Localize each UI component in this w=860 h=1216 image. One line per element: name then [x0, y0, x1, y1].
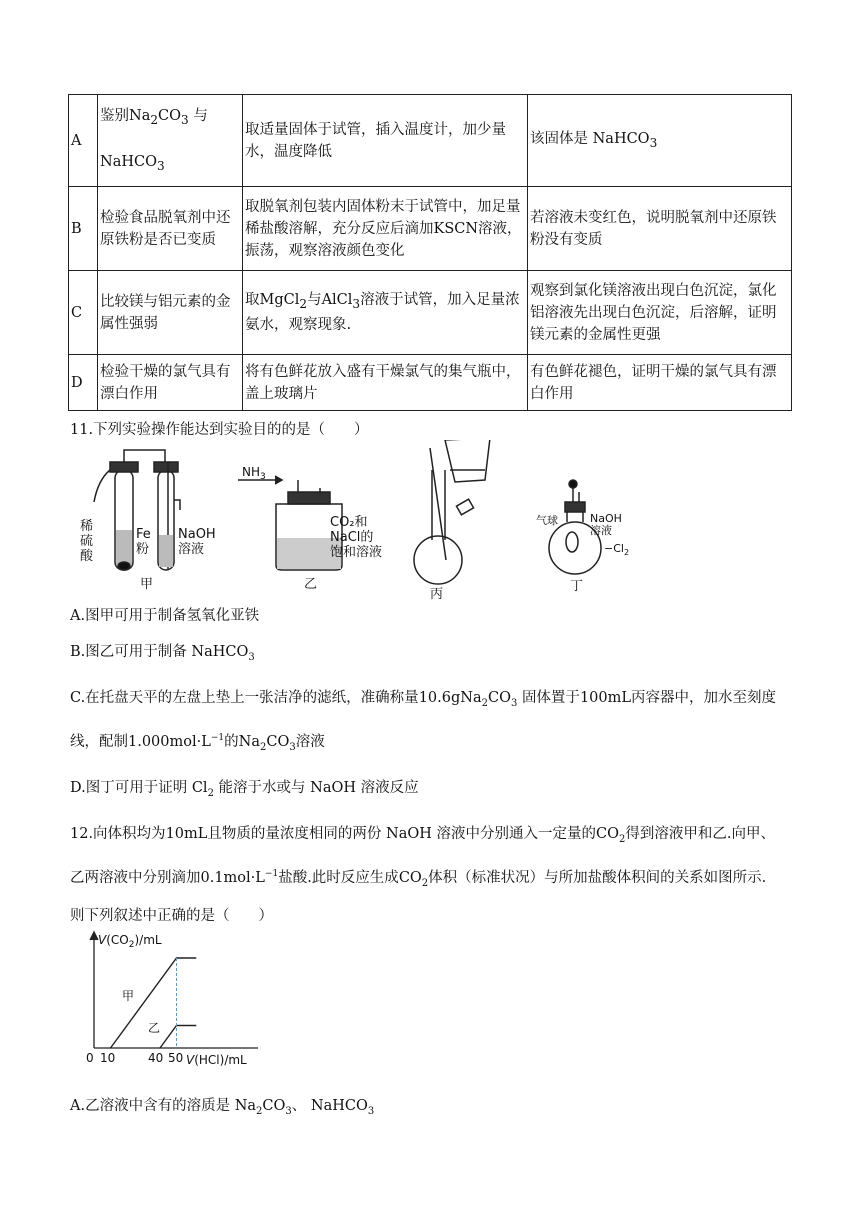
aim-cell: 检验食品脱氧剂中还原铁粉是否已变质 [98, 187, 243, 271]
svg-text:−Cl2: $-Cl_2$ [604, 542, 630, 557]
figure-name-ding: 丁 [570, 579, 584, 594]
table-row [69, 187, 792, 271]
question-12-line1: 12.向体积均为10mL且物质的量浓度相同的两份 NaOH 溶液中分别通入一定量的$CO_2$得到溶液甲和乙.向甲、 [70, 826, 775, 845]
option-11-d: D.图丁可用于证明 $Cl_2$ 能溶于水或与 NaOH 溶液反应 [70, 780, 419, 799]
tick-40: 40 [148, 1051, 164, 1065]
option-11-a: A.图甲可用于制备氢氧化亚铁 [70, 608, 260, 624]
svg-text:CO₂和NaCl的饱和溶液: CO₂和 NaCl的饱和溶液 [330, 515, 383, 560]
operation-cell: 取适量固体于试管，插入温度计，加少量水，温度降低 [243, 95, 528, 187]
operation-cell: 将有色鲜花放入盛有干燥氯气的集气瓶中，盖上玻璃片 [243, 355, 528, 411]
figure-name-yi: 乙 [304, 577, 318, 592]
figure-name-bing: 丙 [430, 587, 444, 600]
row-label: D [69, 355, 98, 411]
aim-cell: 检验干燥的氯气具有漂白作用 [98, 355, 243, 411]
series-label-yi: 乙 [148, 1021, 161, 1035]
operation-cell: 取MgCl$_2$与AlCl$_3$溶液于试管，加入足量浓氨水，观察现象. [243, 271, 528, 355]
svg-text:NH3: $NH_3$ [242, 465, 266, 482]
experiment-table [68, 94, 792, 411]
aim-cell: 比较镁与铝元素的金属性强弱 [98, 271, 243, 355]
question-12-line3: 则下列叙述中正确的是（ ） [70, 908, 273, 924]
question-11-stem: 11.下列实验操作能达到实验目的的是（ ） [70, 422, 369, 438]
question-12-line2: 乙两溶液中分别滴加$0.1mol\cdot L^{-1}$盐酸.此时反应生成$CO_2$体积（标准状况）与所加盐酸体积间的关系如图所示. [70, 869, 767, 889]
apparatus-yi [238, 476, 342, 570]
series-line-yi [160, 1026, 196, 1049]
series-label-jia: 甲 [122, 989, 135, 1003]
svg-text:Fe粉: Fe 粉 [136, 527, 151, 557]
option-11-b: B.图乙可用于制备 NaHCO$_3$ [70, 644, 255, 663]
apparatus-bing [414, 440, 490, 584]
table-row [69, 271, 792, 355]
tick-50: 50 [168, 1051, 184, 1065]
table-row [69, 355, 792, 411]
operation-cell: 取脱氧剂包装内固体粉末于试管中，加足量稀盐酸溶解，充分反应后滴加KSCN溶液，振荡，观察溶液颜色变化 [243, 187, 528, 271]
figure-name-jia: 甲 [140, 577, 154, 592]
label-balloon: 气球 [536, 514, 558, 527]
aim-cell: 鉴别$Na_2CO_3$ 与 NaHCO$_3$ [98, 95, 243, 187]
tick-0: 0 [86, 1051, 94, 1065]
result-cell: 该固体是 NaHCO$_3$ [528, 95, 792, 187]
row-label: C [69, 271, 98, 355]
label-acid: 稀硫酸 [80, 519, 94, 564]
co2-hcl-graph [80, 930, 280, 1070]
result-cell: 观察到氯化镁溶液出现白色沉淀，氯化铝溶液先出现白色沉淀，后溶解，证明镁元素的金属性更强 [528, 271, 792, 355]
option-11-c-line2: 线，配制$1.000mol\cdot L^{-1}$的$Na_2CO_3$溶液 [70, 733, 325, 753]
option-11-c-line1: C.在托盘天平的左盘上垫上一张洁净的滤纸，准确称量$10.6gNa_2CO_3$ 固体置于100mL丙容器中，加水至刻度 [70, 690, 776, 709]
row-label: A [69, 95, 98, 187]
y-axis-label: $V(CO_2)/mL$ [98, 933, 162, 950]
result-cell: 若溶液未变红色，说明脱氧剂中还原铁粉没有变质 [528, 187, 792, 271]
apparatus-figures [70, 440, 650, 600]
svg-text:NaOH溶液: NaOH 溶液 [178, 527, 216, 557]
tick-10: 10 [100, 1051, 116, 1065]
option-12-a: A.乙溶液中含有的溶质是 $Na_2CO_3$、 NaHCO$_3$ [70, 1098, 375, 1117]
x-axis-label: V(HCl)/mL [186, 1053, 247, 1067]
svg-text:NaOH溶液: NaOH 溶液 [590, 512, 622, 537]
row-label: B [69, 187, 98, 271]
table-row [69, 95, 792, 187]
result-cell: 有色鲜花褪色，证明干燥的氯气具有漂白作用 [528, 355, 792, 411]
